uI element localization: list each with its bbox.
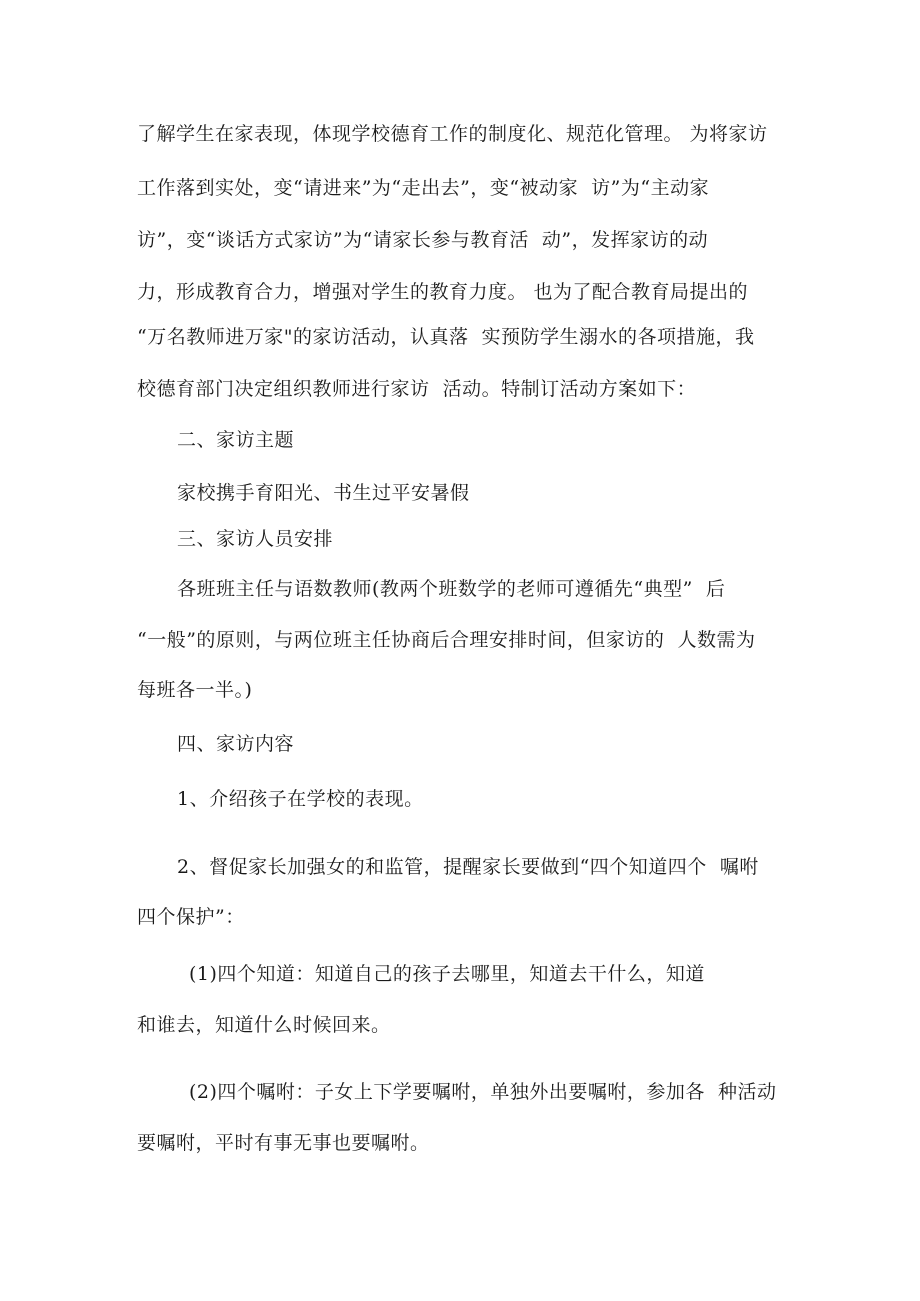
text-line: 要嘱咐，平时有事无事也要嘱咐。 [137,1132,430,1154]
text-line: “一般”的原则，与两位班主任协商后合理安排时间，但家访的 人数需为 [137,629,756,651]
text-line: “万名教师进万家"的家访活动，认真落 实预防学生溺水的各项措施，我 [137,326,755,348]
section-heading-staff: 三、家访人员安排 [177,528,334,550]
section-body-theme: 家校携手育阳光、书生过平安暑假 [177,482,470,504]
text-line: (2)四个嘱咐：子女上下学要嘱咐，单独外出要嘱咐，参加各 种活动 [189,1081,777,1103]
text-line: 每班各一半。) [137,679,253,701]
text-line: 了解学生在家表现，体现学校德育工作的制度化、规范化管理。 为将家访 [137,123,768,145]
text-line: 2、督促家长加强女的和监管，提醒家长要做到“四个知道四个 嘱咐 [177,856,759,878]
text-line: 各班班主任与语数教师(教两个班数学的老师可遵循先“典型” 后 [177,578,726,600]
text-line: 四个保护”： [137,906,245,928]
text-line: 工作落到实处，变“请进来”为“走出去”，变“被动家 访”为“主动家 [137,177,710,199]
list-item: 1、介绍孩子在学校的表现。 [177,788,424,810]
text-line: 力，形成教育合力，增强对学生的教育力度。 也为了配合教育局提出的 [137,281,749,303]
text-line: 校德育部门决定组织教师进行家访 活动。特制订活动方案如下： [137,378,697,400]
section-heading-content: 四、家访内容 [177,733,295,755]
section-heading-theme: 二、家访主题 [177,429,295,451]
text-line: 和谁去，知道什么时候回来。 [137,1014,391,1036]
text-line: 访”，变“谈话方式家访”为“请家长参与教育活 动”，发挥家访的动 [137,229,709,251]
text-line: (1)四个知道：知道自己的孩子去哪里，知道去干什么，知道 [189,963,705,985]
